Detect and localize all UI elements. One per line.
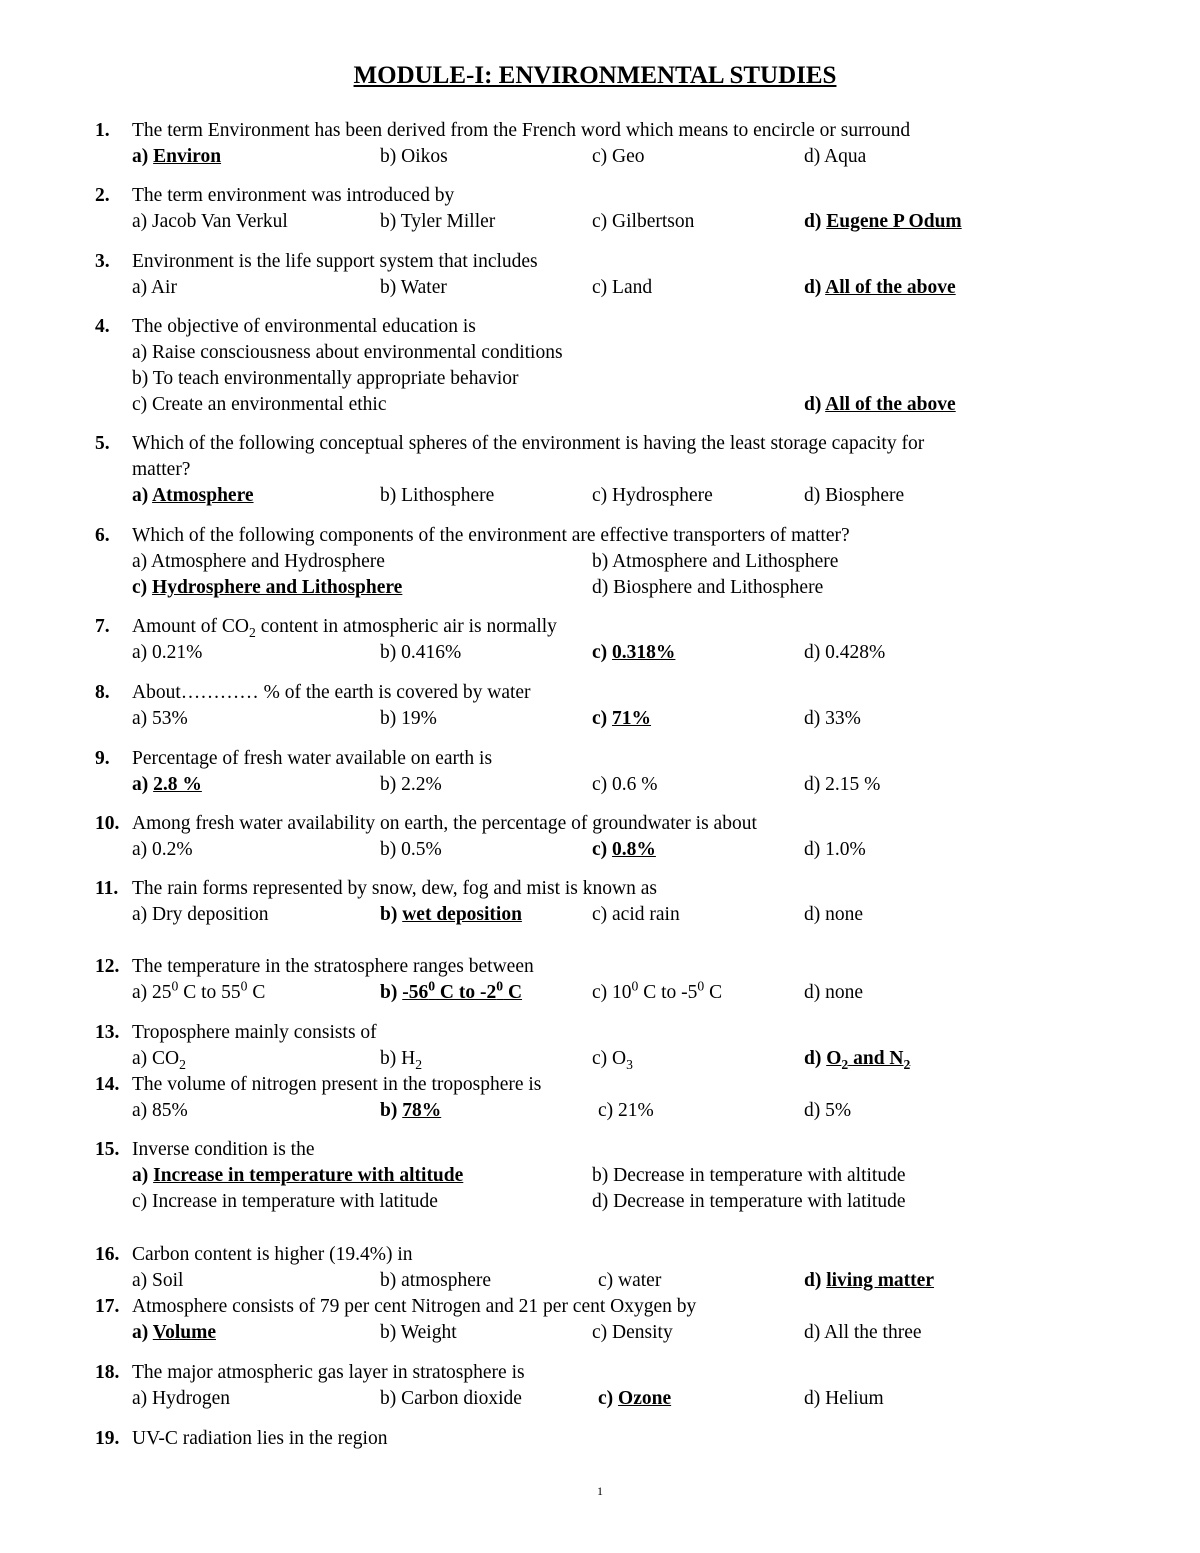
question-number: 18. (95, 1362, 120, 1383)
question-18 (95, 1360, 1145, 1412)
option-b: b) Weight (380, 1322, 457, 1343)
question-number: 14. (95, 1074, 120, 1095)
question-15 (95, 1137, 1145, 1215)
option-b: b) Lithosphere (380, 485, 495, 506)
option-c: c) Geo (592, 146, 645, 167)
option-d-correct: d) All of the above (804, 277, 956, 298)
option-d: d) All the three (804, 1322, 922, 1343)
option-a: a) Air (132, 277, 177, 298)
option-b-correct: b) 78% (380, 1100, 442, 1121)
question-14 (95, 1072, 1145, 1124)
question-16 (95, 1242, 1145, 1294)
option-d: d) Aqua (804, 146, 867, 167)
option-b-correct: b) $-56^0$ C to $-2^0$ C (380, 978, 523, 1003)
option-a-correct: a) Environ (132, 146, 222, 167)
option-d: d) Biosphere and Lithosphere (592, 577, 824, 598)
question-number: 4. (95, 316, 110, 337)
option-a: a) $25^0$ C to $55^0$ C (132, 978, 266, 1003)
question-text: Which of the following components of the environment are effective transporters of matter? (132, 525, 850, 546)
option-b: b) Carbon dioxide (380, 1388, 522, 1409)
question-1 (95, 118, 1145, 170)
question-text: Among fresh water availability on earth, the percentage of groundwater is about (132, 813, 757, 834)
option-c: c) Land (592, 277, 653, 298)
option-b: b) Decrease in temperature with altitude (592, 1165, 906, 1186)
option-a: a) Hydrogen (132, 1388, 231, 1409)
question-text: UV-C radiation lies in the region (132, 1428, 388, 1449)
question-text: The volume of nitrogen present in the troposphere is (132, 1074, 542, 1095)
option-b: b) 19% (380, 708, 437, 729)
option-d: d) Biosphere (804, 485, 905, 506)
option-b: b) 0.5% (380, 839, 442, 860)
question-number: 9. (95, 748, 110, 769)
option-d-correct: d) $O_2$ and $N_2$ (804, 1048, 911, 1072)
question-number: 11. (95, 878, 119, 899)
page-number: 1 (597, 1484, 603, 1498)
question-text: Troposphere mainly consists of (132, 1022, 377, 1043)
question-text-cont: matter? (132, 459, 191, 480)
option-a: a) 0.2% (132, 839, 193, 860)
question-9 (95, 746, 1145, 798)
option-d: d) 0.428% (804, 642, 886, 663)
option-c: c) 21% (598, 1100, 654, 1121)
option-c-correct: c) 0.318% (592, 642, 676, 663)
question-text: The term environment was introduced by (132, 185, 455, 206)
question-text: The objective of environmental education is (132, 316, 476, 337)
question-5 (95, 431, 1145, 509)
option-c: c) Hydrosphere (592, 485, 713, 506)
question-number: 19. (95, 1428, 120, 1449)
question-number: 17. (95, 1296, 120, 1317)
option-a: a) Raise consciousness about environmental conditions (132, 342, 563, 363)
question-text: Percentage of fresh water available on earth is (132, 748, 493, 769)
option-d: d) 1.0% (804, 839, 866, 860)
question-number: 15. (95, 1139, 120, 1160)
option-c: c) Density (592, 1322, 673, 1343)
question-text: The term Environment has been derived from the French word which means to encircle or surround (132, 120, 911, 141)
option-b: b) atmosphere (380, 1270, 492, 1291)
option-c: c) $O_3$ (592, 1048, 633, 1072)
option-a: a) $CO_2$ (132, 1048, 186, 1072)
question-text: Which of the following conceptual spheres of the environment is having the least storage capacity for (132, 433, 925, 454)
option-d-correct: d) living matter (804, 1270, 934, 1291)
option-d-correct: d) All of the above (804, 394, 956, 415)
question-13 (95, 1020, 1145, 1072)
option-d: d) none (804, 904, 864, 925)
question-number: 6. (95, 525, 110, 546)
option-c: c) Gilbertson (592, 211, 695, 232)
option-c-correct: c) 71% (592, 708, 652, 729)
question-19 (95, 1426, 1145, 1452)
question-text: Atmosphere consists of 79 per cent Nitrogen and 21 per cent Oxygen by (132, 1296, 697, 1317)
question-number: 7. (95, 616, 110, 637)
question-17 (95, 1294, 1145, 1346)
question-number: 13. (95, 1022, 120, 1043)
option-c-correct: c) Ozone (598, 1388, 672, 1409)
question-8 (95, 680, 1145, 732)
question-text: The temperature in the stratosphere ranges between (132, 956, 534, 977)
option-d: d) 5% (804, 1100, 852, 1121)
option-b: b) $H_2$ (380, 1048, 423, 1072)
question-7 (95, 614, 1145, 666)
option-a: a) Soil (132, 1270, 184, 1291)
option-b: b) To teach environmentally appropriate behavior (132, 368, 519, 389)
option-c: c) Create an environmental ethic (132, 394, 387, 415)
question-number: 5. (95, 433, 110, 454)
question-3 (95, 249, 1145, 301)
question-text: Carbon content is higher (19.4%) in (132, 1244, 413, 1265)
option-c-correct: c) 0.8% (592, 839, 656, 860)
option-c: c) $10^0$ C to $-5^0$ C (592, 978, 723, 1003)
option-a: a) Jacob Van Verkul (132, 211, 288, 232)
option-b: b) Oikos (380, 146, 448, 167)
question-number: 1. (95, 120, 110, 141)
option-c: c) Increase in temperature with latitude (132, 1191, 438, 1212)
option-c: c) water (598, 1270, 662, 1291)
option-a: a) 0.21% (132, 642, 203, 663)
option-d: d) none (804, 982, 864, 1003)
question-11 (95, 876, 1145, 928)
option-b: b) Water (380, 277, 447, 298)
option-a-correct: a) Atmosphere (132, 485, 254, 506)
question-text: Inverse condition is the (132, 1139, 315, 1160)
question-text: Environment is the life support system that includes (132, 251, 538, 272)
question-number: 16. (95, 1244, 120, 1265)
question-number: 8. (95, 682, 110, 703)
option-c-correct: c) Hydrosphere and Lithosphere (132, 577, 403, 598)
option-d: d) 2.15 % (804, 774, 881, 795)
option-d: d) 33% (804, 708, 861, 729)
question-2 (95, 183, 1145, 235)
option-d-correct: d) Eugene P Odum (804, 211, 962, 232)
question-10 (95, 811, 1145, 863)
question-text: The rain forms represented by snow, dew, fog and mist is known as (132, 878, 657, 899)
question-text: Amount of $CO_2$ content in atmospheric air is normally (132, 616, 557, 640)
question-number: 12. (95, 956, 120, 977)
question-4 (95, 314, 1145, 418)
question-text: The major atmospheric gas layer in stratosphere is (132, 1362, 525, 1383)
option-d: d) Helium (804, 1388, 884, 1409)
question-number: 10. (95, 813, 120, 834)
question-12 (95, 954, 1145, 1006)
question-text: About………… % of the earth is covered by water (132, 682, 531, 703)
option-d: d) Decrease in temperature with latitude (592, 1191, 906, 1212)
option-c: c) 0.6 % (592, 774, 658, 795)
question-number: 2. (95, 185, 110, 206)
option-b-correct: b) wet deposition (380, 904, 522, 925)
option-a-correct: a) Volume (132, 1322, 216, 1343)
page-title: MODULE-I: ENVIRONMENTAL STUDIES (353, 62, 837, 89)
option-b: b) 2.2% (380, 774, 442, 795)
option-a: a) Atmosphere and Hydrosphere (132, 551, 385, 572)
option-a-correct: a) 2.8 % (132, 774, 202, 795)
question-number: 3. (95, 251, 110, 272)
option-a: a) 85% (132, 1100, 188, 1121)
option-b: b) Atmosphere and Lithosphere (592, 551, 839, 572)
option-c: c) acid rain (592, 904, 680, 925)
question-6 (95, 523, 1145, 601)
option-b: b) 0.416% (380, 642, 462, 663)
option-a: a) 53% (132, 708, 188, 729)
option-a: a) Dry deposition (132, 904, 269, 925)
option-b: b) Tyler Miller (380, 211, 496, 232)
option-a-correct: a) Increase in temperature with altitude (132, 1165, 464, 1186)
